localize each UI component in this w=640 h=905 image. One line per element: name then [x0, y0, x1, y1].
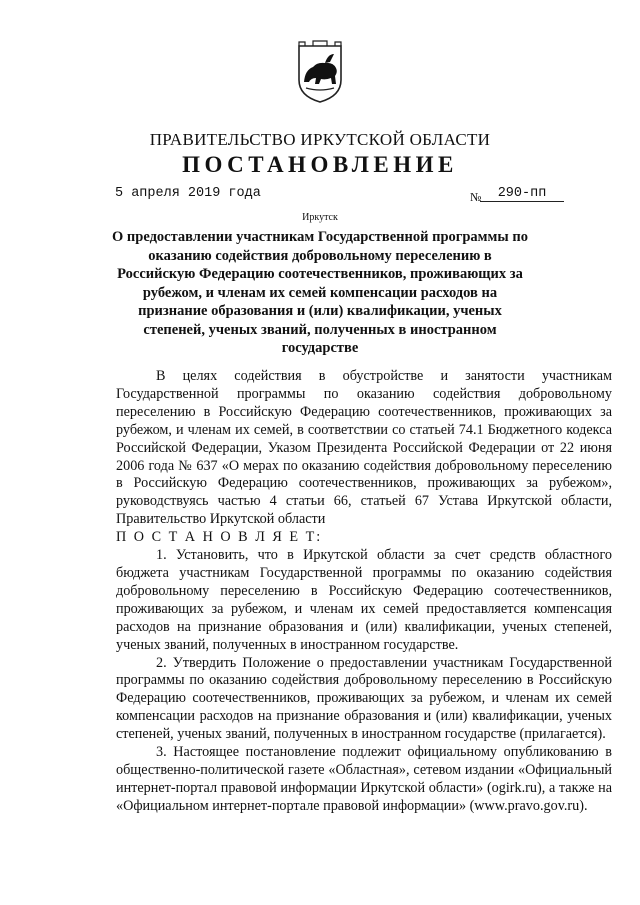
resolves-heading: П О С Т А Н О В Л Я Е Т:: [116, 529, 323, 546]
item-3-paragraph: 3. Настоящее постановление подлежит официальному опубликованию в общественно-политической газете «Областная», сетевом издании «Официальный интернет-портал правовой информации Иркутской области» (ogirk.ru), а также на «Официальном интернет-портале правовой информации» (www.pravo.gov.ru).: [116, 744, 612, 814]
document-date: 5 апреля 2019 года: [115, 186, 261, 201]
coat-of-arms-icon: [295, 40, 345, 104]
item-1-paragraph: 1. Установить, что в Иркутской области за счет средств областного бюджета участникам Государственной программы по оказанию содействия добровольному переселению в Российскую Федерацию соотечественников, проживающих за рубежом, и членам их семей предоставляется компенсация расходов на признание образования и (или) квалификации, ученых степеней, ученых званий, полученных в иностранном государстве.: [116, 547, 612, 653]
preamble-paragraph: В целях содействия в обустройстве и занятости участникам Государственной программы по оказанию содействия добровольному переселению в Российскую Федерацию соотечественников, проживающих за рубежом, и членам их семей, в соответствии со статьей 74.1 Бюджетного кодекса Российской Федерации, Указом Президента Российской Федерации от 22 июня 2006 года № 637 «О мерах по оказанию содействия добровольному переселению в Российскую Федерацию соотечественников, проживающих за рубежом», руководствуясь частью 4 статьи 66, статьей 67 Устава Иркутской области, Правительство Иркутской области: [116, 368, 612, 528]
government-name: ПРАВИТЕЛЬСТВО ИРКУТСКОЙ ОБЛАСТИ: [149, 130, 491, 149]
item-2-paragraph: 2. Утвердить Положение о предоставлении участникам Государственной программы по оказанию содействия добровольному переселению в Российскую Федерацию соотечественников, проживающих за рубежом, и членам их семей компенсации расходов на признание образования и (или) квалификации, ученых степеней, ученых званий, полученных в иностранном государстве (прилагается).: [116, 654, 612, 743]
number-sign: №: [470, 190, 482, 204]
document-number: 290-пп: [480, 186, 564, 202]
document-type-heading: ПОСТАНОВЛЕНИЕ: [182, 152, 458, 177]
document-title: О предоставлении участникам Государственной программы по оказанию содействия добровольному переселению в Российскую Федерацию соотечественников, проживающих за рубежом, и членам их семей компенсации расходов на признание образования и (или) квалификации, ученых степеней, ученых званий, полученных в иностранном государстве: [112, 229, 528, 356]
document-body: [116, 368, 612, 816]
city-label: Иркутск: [302, 212, 338, 223]
